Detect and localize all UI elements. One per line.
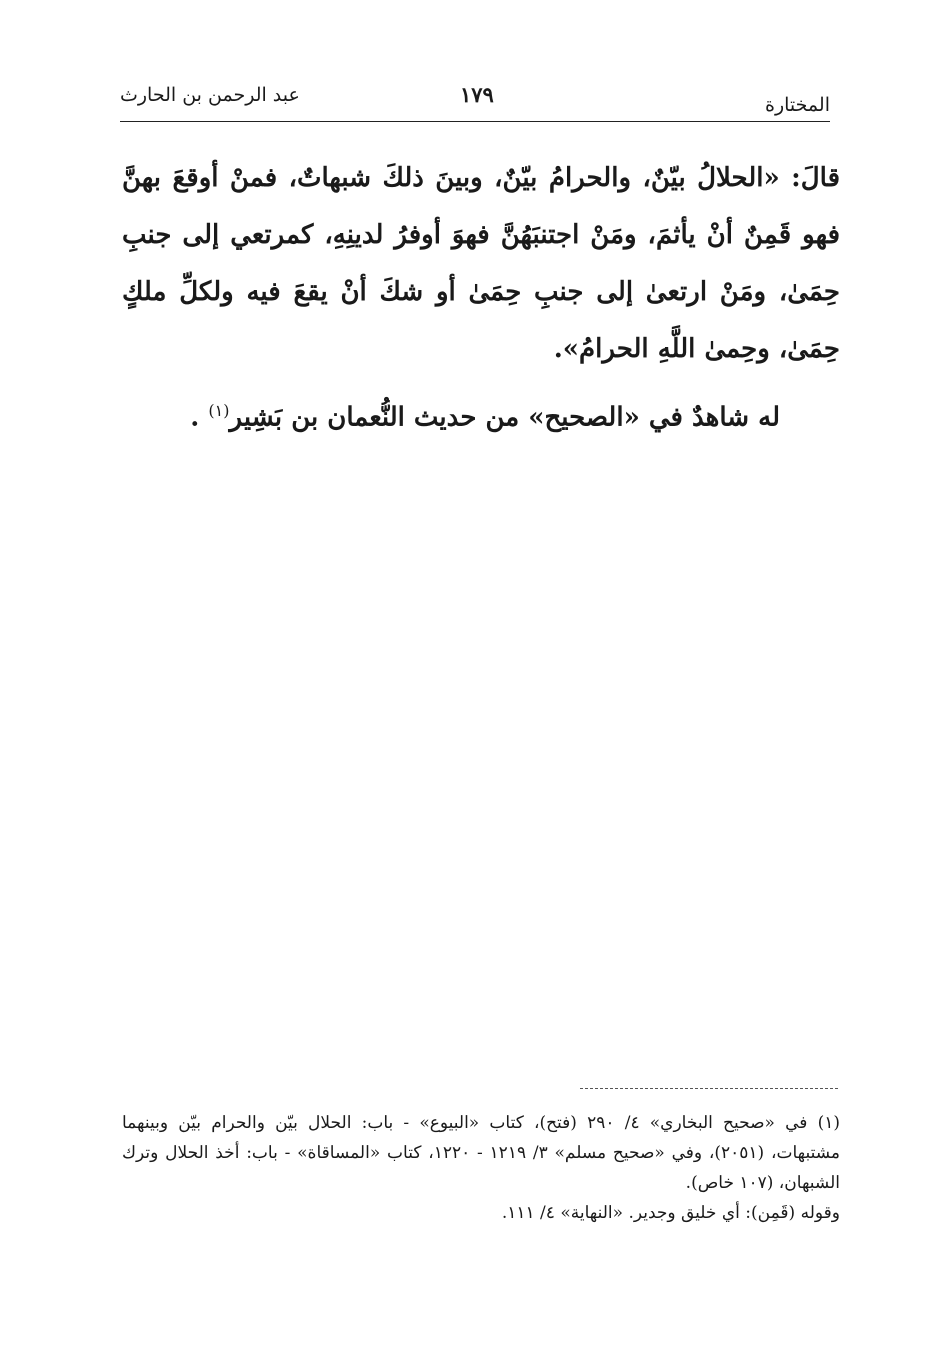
header-divider [120, 121, 830, 122]
footnote-reference[interactable]: (١) [208, 401, 230, 420]
footnotes [122, 1108, 840, 1228]
section-name: عبد الرحمن بن الحارث [120, 84, 300, 106]
witness-paragraph [122, 382, 840, 447]
witness-text: له شاهدٌ في «الصحيح» من حديث النُّعمان بن بَشِير [229, 402, 780, 433]
footnote-1: (١) في «صحيح البخاري» ٤/ ٢٩٠ (فتح)، كتاب «البيوع» - باب: الحلال بيّن والحرام بيّن وبينهما مشتبهات، (٢٠٥١)، وفي «صحيح مسلم» ٣/ ١٢١٩ - ١٢٢٠، كتاب «المساقاة» - باب: أخذ الحلال وترك الشبهان، (١٠٧ خاص). [122, 1113, 840, 1193]
hadith-paragraph: قالَ: «الحلالُ بيّنٌ، والحرامُ بيّنٌ، وبينَ ذلكَ شبهاتٌ، فمنْ أوقعَ بهنَّ فهو قَمِنٌ أنْ يأثمَ، ومَنْ اجتنبَهُنَّ فهوَ أوفرُ لدينِهِ، كمرتعي إلى جنبِ حِمَىٰ، ومَنْ ارتعىٰ إلى جنبِ حِمَىٰ أو شكَ أنْ يقعَ فيه ولكلِّ ملكٍ حِمَىٰ، وحِمىٰ اللَّهِ الحرامُ». [122, 163, 840, 364]
footnote-divider [580, 1088, 838, 1089]
witness-end: . [190, 402, 200, 433]
page-number: ١٧٩ [460, 82, 494, 107]
footnote-1-gloss: وقوله (قَمِن): أي خليق وجدير. «النهاية» ٤/ ١١١. [501, 1203, 840, 1223]
main-text [122, 150, 840, 447]
book-title: المختارة [765, 94, 830, 116]
running-header [120, 78, 830, 118]
